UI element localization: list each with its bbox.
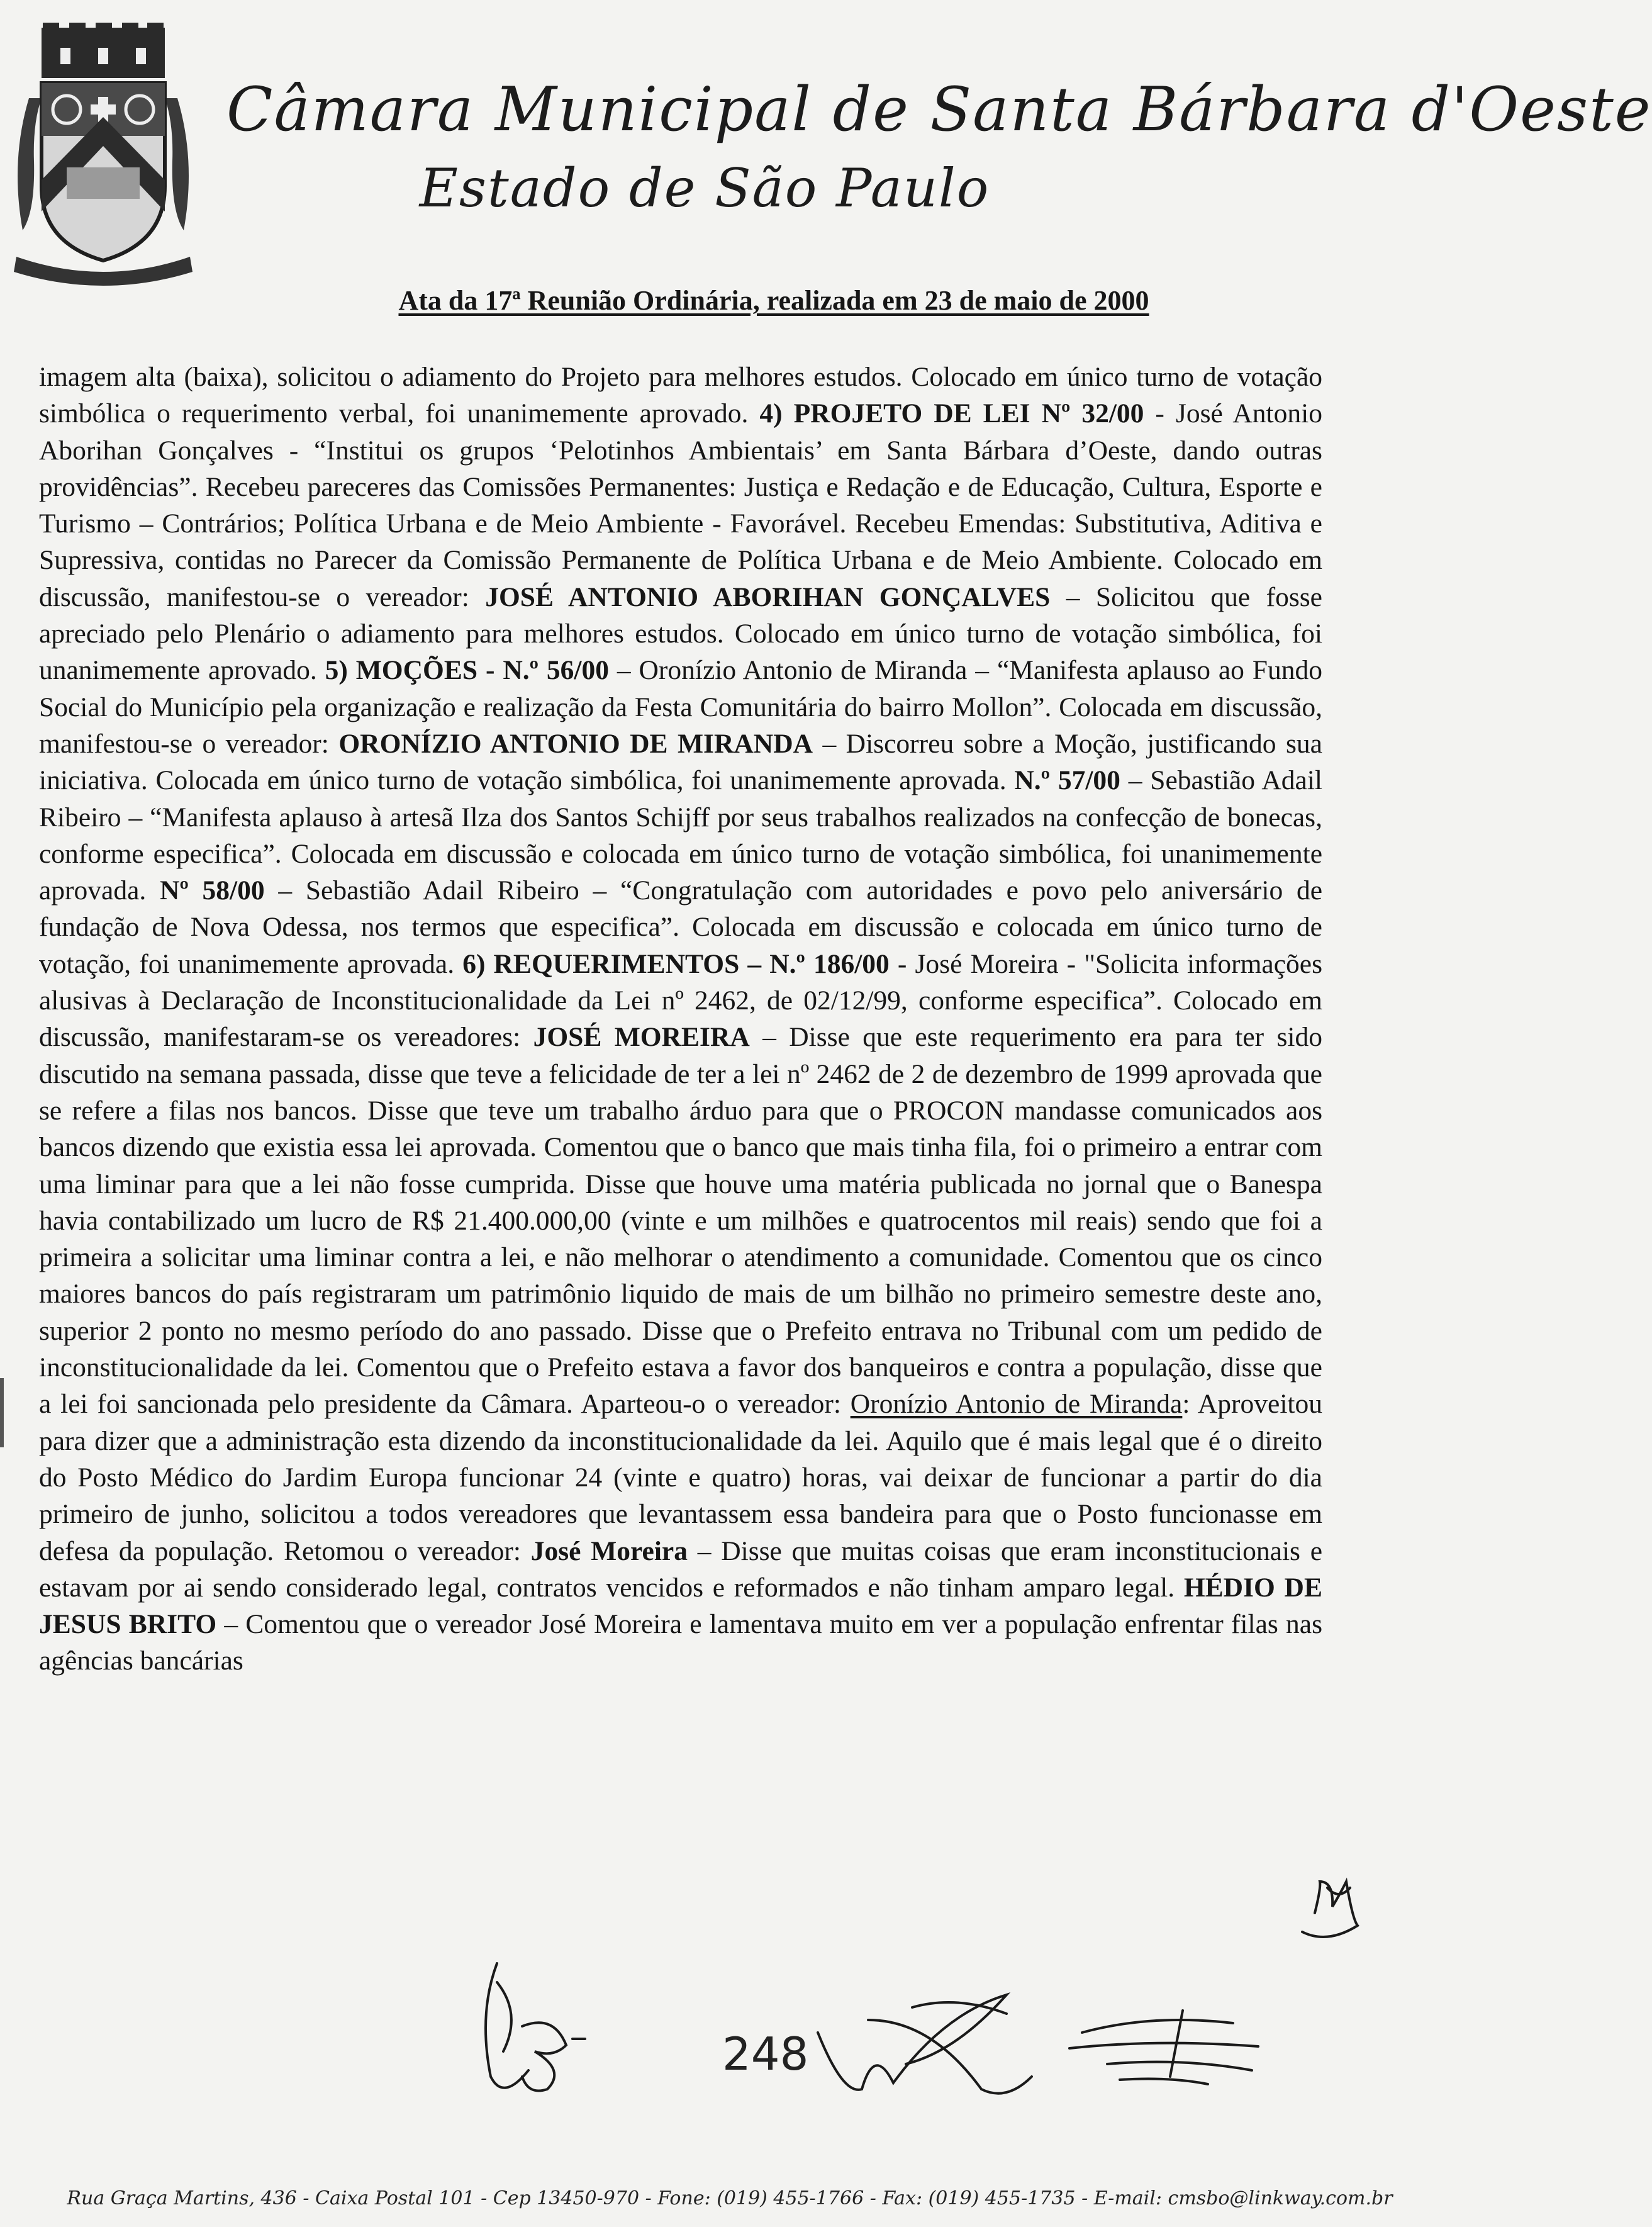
motions-heading: 5) MOÇÕES - N.º 56/00 <box>325 655 609 686</box>
paragraph-text: – Solicitou que fosse apreciado pelo Plenário o adiamento para melhores estudos. Colocado em único turno de votação simbólica, foi unanimemente aprovado. <box>39 581 1322 686</box>
paragraph-text: – Oronízio Antonio de Miranda – “Manifesta aplauso ao Fundo Social do Município pela organização e realização da Festa Comunitária do bairro Mollon”. Colocada em discussão, manifestou-se o vereador: <box>39 655 1322 759</box>
footer-address: Rua Graça Martins, 436 - Caixa Postal 101 - Cep 13450-970 - Fone: (019) 455-1766 - Fax: (019) 455-1735 - E-mail: cmsbo@linkway.com.br <box>67 2187 1393 2209</box>
signature-right-icon <box>1069 2011 1258 2084</box>
chamber-name: Câmara Municipal de Santa Bárbara d'Oeste <box>226 74 1652 145</box>
councilor-name: JOSÉ MOREIRA <box>533 1022 750 1053</box>
councilor-name: ORONÍZIO ANTONIO DE MIRANDA <box>338 728 813 759</box>
page-number: 248 <box>722 2028 809 2080</box>
councilor-name: José Moreira <box>530 1535 688 1566</box>
signature-initials-icon <box>486 1963 585 2091</box>
paragraph-text: - José Antonio Aborihan Gonçalves - “Institui os grupos ‘Pelotinhos Ambientais’ em Santa Bárbara d’Oeste, dando outras providências”. Recebeu pareceres das Comissões Permanentes: Justiça e Redação e de Educação, Cultura, Esporte e Turismo – Contrários; Política Urbana e de Meio Ambiente - Favorável. Recebeu Emendas: Substitutiva, Aditiva e Supressiva, contidas no Parecer da Comissão Permanente de Política Urbana e de Meio Ambiente. Colocado em discussão, manifestou-se o vereador: <box>39 398 1322 612</box>
councilor-name-underlined: Oronízio Antonio de Miranda <box>850 1389 1183 1420</box>
minutes-body <box>39 359 1322 1680</box>
state-name: Estado de São Paulo <box>419 157 990 219</box>
municipal-coat-of-arms-icon <box>4 23 203 281</box>
paragraph-text: - José Moreira - "Solicita informações alusivas à Declaração de Inconstitucionalidade da Lei nº 2462, de 02/12/99, conforme especifica”. Colocado em discussão, manifestaram-se os vereadores: <box>39 948 1323 1053</box>
paragraph-text: – Comentou que o vereador José Moreira e lamentava muito em ver a população enfrentar filas nas agências bancárias <box>39 1609 1322 1676</box>
motion-number: Nº 58/00 <box>160 875 265 906</box>
paragraph-text: – Sebastião Adail Ribeiro – “Manifesta aplauso à artesã Ilza dos Santos Schijff por seus trabalhos realizados na confecção de bonecas, conforme especifica”. Colocada em discussão e colocada em único turno de votação simbólica, foi unanimemente aprovada. <box>39 765 1323 906</box>
requests-heading: 6) REQUERIMENTOS – N.º 186/00 <box>462 948 890 979</box>
margin-initials-icon <box>1302 1882 1358 1937</box>
motion-number: N.º 57/00 <box>1014 765 1120 796</box>
signature-main-icon <box>818 1995 1032 2094</box>
paragraph-text: – Disse que muitas coisas que eram inconstitucionais e estavam por ai sendo considerado legal, contratos vencidos e reformados e não tinham amparo legal. <box>39 1535 1323 1603</box>
paragraph-text: imagem alta (baixa), solicitou o adiamento do Projeto para melhores estudos. Colocado em único turno de votação simbólica o requerimento verbal, foi unanimemente aprovado. <box>39 362 1322 429</box>
councilor-name: JOSÉ ANTONIO ABORIHAN GONÇALVES <box>485 581 1051 612</box>
councilor-name: HÉDIO DE JESUS BRITO <box>39 1572 1322 1640</box>
minutes-title: Ata da 17ª Reunião Ordinária, realizada em 23 de maio de 2000 <box>398 285 1149 316</box>
paragraph-text: – Disse que este requerimento era para ter sido discutido na semana passada, disse que teve a felicidade de ter a lei nº 2462 de 2 de dezembro de 1999 aprovada que se refere a filas nos bancos. Disse que teve um trabalho árduo para que o PROCON mandasse comunicados aos bancos dizendo que existia essa lei aprovada. Comentou que o banco que mais tinha fila, foi o primeiro a entrar com uma liminar para que a lei não fosse cumprida. Disse que houve uma matéria publicada no jornal que o Banespa havia contabilizado um lucro de R$ 21.400.000,00 (vinte e um milhões e quatrocentos mil reais) sendo que foi a primeira a solicitar uma liminar contra a lei, e não melhorar o atendimento a comunidade. Comentou que os cinco maiores bancos do país registraram um patrimônio liquido de mais de um bilhão no primeiro semestre deste ano, superior 2 ponto no mesmo período do ano passado. Disse que o Prefeito entrava no Tribunal com um pedido de inconstitucionalidade da lei. Comentou que o Prefeito estava a favor dos banqueiros e contra a população, disse que a lei foi sancionada pelo presidente da Câmara. Aparteou-o o vereador: <box>39 1022 1322 1420</box>
scan-edge-mark <box>0 1378 4 1447</box>
paragraph-text: : Aproveitou para dizer que a administração esta dizendo da inconstitucionalidade da lei. Aquilo que é mais legal que é o direito do Posto Médico do Jardim Europa funcionar 24 (vinte e quatro) horas, vai deixar de funcionar a partir do dia primeiro de junho, solicitou a todos vereadores que levantassem essa bandeira para que o Posto funcionasse em defesa da população. Retomou o vereador: <box>39 1389 1322 1566</box>
paragraph-text: – Discorreu sobre a Moção, justificando sua iniciativa. Colocada em único turno de votação simbólica, foi unanimemente aprovada. <box>39 728 1322 796</box>
bill-heading: 4) PROJETO DE LEI Nº 32/00 <box>759 398 1144 429</box>
paragraph-text: – Sebastião Adail Ribeiro – “Congratulação com autoridades e povo pelo aniversário de fundação de Nova Odessa, nos termos que especifica”. Colocada em discussão e colocada em único turno de votação, foi unanimemente aprovada. <box>39 875 1323 979</box>
